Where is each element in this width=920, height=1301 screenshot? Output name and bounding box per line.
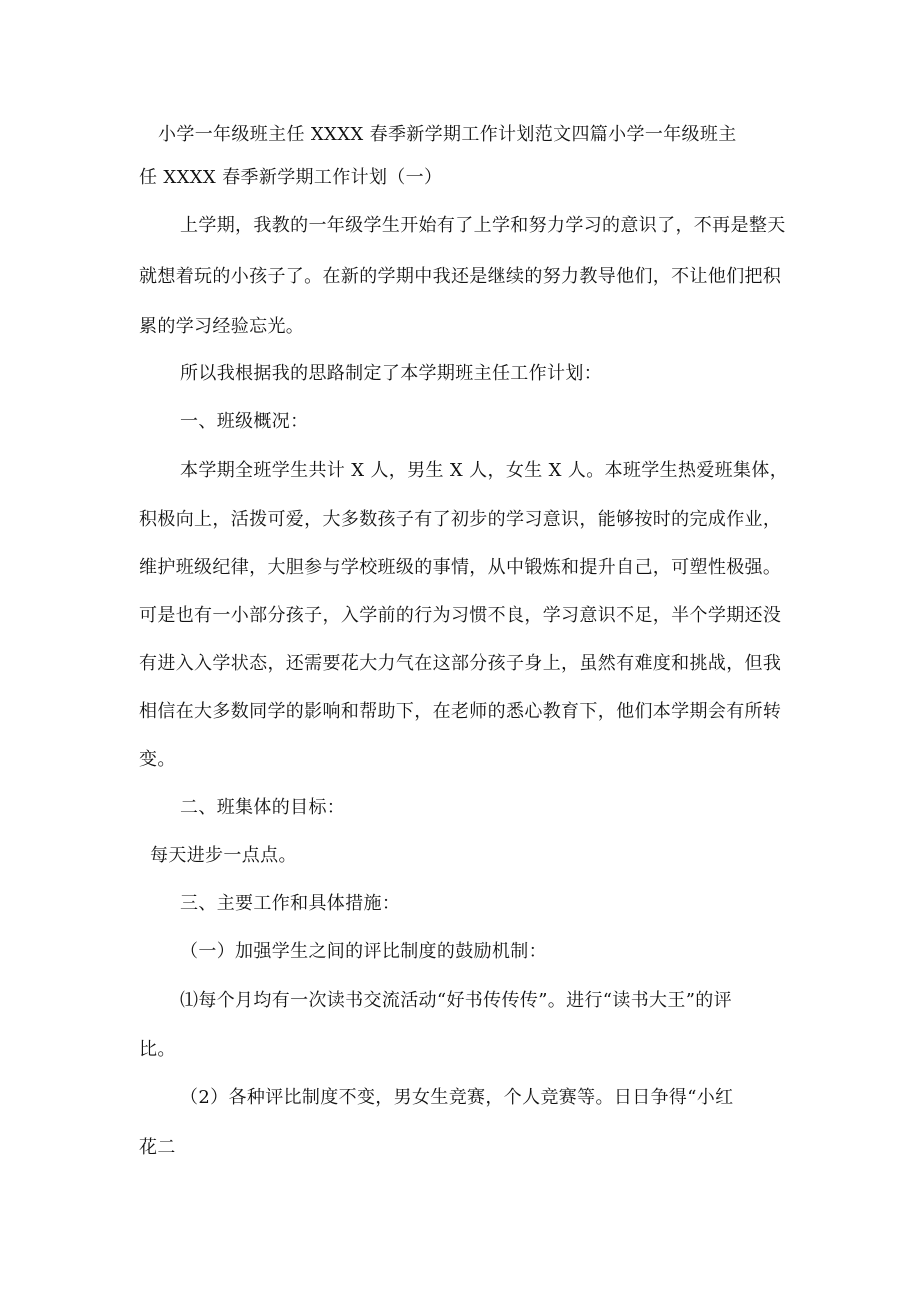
list-item-1-line-2: 比。 <box>139 1039 176 1060</box>
list-item-2-line-1: （2）各种评比制度不变，男女生竞赛，个人竞赛等。日日争得“小红 <box>180 1087 734 1108</box>
paragraph-3-line-6: 相信在大多数同学的影响和帮助下，在老师的悉心教育下，他们本学期会有所转 <box>139 701 782 722</box>
document-title-line-2: 任 XXXX 春季新学期工作计划（一） <box>139 167 443 188</box>
paragraph-3-line-2: 积极向上，活拨可爱，大多数孩子有了初步的学习意识，能够按时的完成作业， <box>139 509 782 530</box>
list-item-1-line-1: ⑴每个月均有一次读书交流活动“好书传传传”。进行“读书大王”的评 <box>180 990 733 1011</box>
paragraph-3-line-7: 变。 <box>139 749 176 770</box>
subheading-1: （一）加强学生之间的评比制度的鼓励机制： <box>180 941 547 962</box>
paragraph-3-line-3: 维护班级纪律，大胆参与学校班级的事情，从中锻炼和提升自己，可塑性极强。 <box>139 557 782 578</box>
paragraph-1-line-3: 累的学习经验忘光。 <box>139 316 305 337</box>
paragraph-3-line-4: 可是也有一小部分孩子，入学前的行为习惯不良，学习意识不足，半个学期还没 <box>139 605 782 626</box>
paragraph-3-line-1: 本学期全班学生共计 X 人，男生 X 人，女生 X 人。本班学生热爱班集体， <box>180 460 789 481</box>
section-heading-1: 一、班级概况： <box>180 411 309 432</box>
document-title-line-1: 小学一年级班主任 XXXX 春季新学期工作计划范文四篇小学一年级班主 <box>158 124 737 145</box>
paragraph-4: 每天进步一点点。 <box>150 845 297 866</box>
list-item-2-line-2: 花二 <box>139 1137 176 1158</box>
section-heading-2: 二、班集体的目标： <box>180 797 346 818</box>
paragraph-1-line-2: 就想着玩的小孩子了。在新的学期中我还是继续的努力教导他们，不让他们把积 <box>139 266 782 287</box>
paragraph-3-line-5: 有进入入学状态，还需要花大力气在这部分孩子身上，虽然有难度和挑战，但我 <box>139 653 782 674</box>
paragraph-2: 所以我根据我的思路制定了本学期班主任工作计划： <box>180 363 603 384</box>
paragraph-1-line-1: 上学期，我教的一年级学生开始有了上学和努力学习的意识了，不再是整天 <box>180 215 786 236</box>
section-heading-3: 三、主要工作和具体措施： <box>180 893 401 914</box>
